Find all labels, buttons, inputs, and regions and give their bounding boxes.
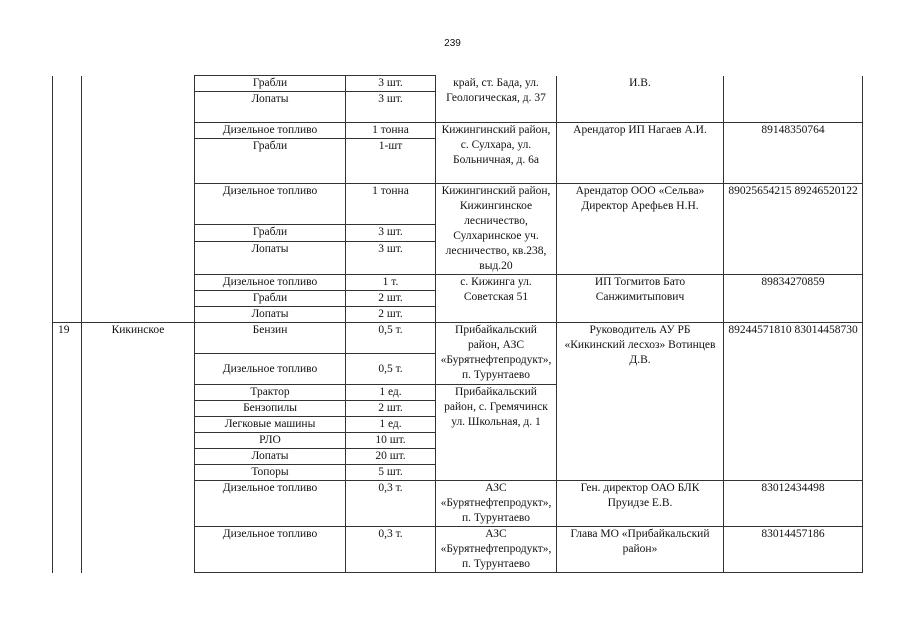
table-row <box>53 323 863 354</box>
quantity-cell: 1 ед. <box>346 385 436 401</box>
responsible-cell: И.В. <box>557 76 724 123</box>
quantity-cell: 1 ед. <box>346 417 436 433</box>
responsible-cell: ИП Тогмитов Бато Санжимитыпович <box>557 275 724 323</box>
item-cell: Дизельное топливо <box>195 527 346 573</box>
page-number: 239 <box>444 38 461 49</box>
item-cell: Дизельное топливо <box>195 275 346 291</box>
item-cell: Грабли <box>195 139 346 184</box>
item-cell: Лопаты <box>195 92 346 123</box>
location-cell: край, ст. Бада, ул. Геологическая, д. 37 <box>436 76 557 123</box>
quantity-cell: 1 тонна <box>346 184 436 225</box>
quantity-cell: 0,3 т. <box>346 481 436 527</box>
quantity-cell: 10 шт. <box>346 433 436 449</box>
item-cell: Дизельное топливо <box>195 354 346 385</box>
location-cell: Кижингинский район, с. Сулхара, ул. Больничная, д. 6а <box>436 123 557 184</box>
item-cell: Лопаты <box>195 241 346 274</box>
responsible-cell: Арендатор ООО «Сельва» Директор Арефьев Н.Н. <box>557 184 724 275</box>
quantity-cell: 2 шт. <box>346 291 436 307</box>
row-number-cell: 19 <box>53 323 82 573</box>
quantity-cell: 5 шт. <box>346 465 436 481</box>
quantity-cell: 3 шт. <box>346 92 436 123</box>
phone-cell: 83012434498 <box>724 481 863 527</box>
quantity-cell: 3 шт. <box>346 224 436 241</box>
quantity-cell: 3 шт. <box>346 241 436 274</box>
item-cell: Дизельное топливо <box>195 481 346 527</box>
location-cell: АЗС «Бурятнефтепродукт», п. Турунтаево <box>436 527 557 573</box>
quantity-cell: 2 шт. <box>346 307 436 323</box>
row-number-cell <box>53 76 82 323</box>
location-cell: Кижингинский район, Кижингинское лесничество, Сулхаринское уч. лесничество, кв.238, выд.20 <box>436 184 557 275</box>
phone-cell: 83014457186 <box>724 527 863 573</box>
quantity-cell: 0,5 т. <box>346 323 436 354</box>
location-cell: Прибайкальский район, с. Гремячинск ул. Школьная, д. 1 <box>436 385 557 481</box>
responsible-cell: Руководитель АУ РБ «Кикинский лесхоз» Вотинцев Д.В. <box>557 323 724 481</box>
location-cell: АЗС «Бурятнефтепродукт», п. Турунтаево <box>436 481 557 527</box>
phone-cell: 89244571810 83014458730 <box>724 323 863 481</box>
item-cell: РЛО <box>195 433 346 449</box>
item-cell: Грабли <box>195 291 346 307</box>
item-cell: Дизельное топливо <box>195 184 346 225</box>
item-cell: Грабли <box>195 76 346 92</box>
responsible-cell: Глава МО «Прибайкальский район» <box>557 527 724 573</box>
item-cell: Трактор <box>195 385 346 401</box>
district-cell: Кикинское <box>82 323 195 573</box>
quantity-cell: 3 шт. <box>346 76 436 92</box>
item-cell: Бензопилы <box>195 401 346 417</box>
quantity-cell: 1 т. <box>346 275 436 291</box>
quantity-cell: 2 шт. <box>346 401 436 417</box>
resources-table <box>52 75 863 573</box>
quantity-cell: 20 шт. <box>346 449 436 465</box>
quantity-cell: 0,3 т. <box>346 527 436 573</box>
item-cell: Топоры <box>195 465 346 481</box>
phone-cell: 89148350764 <box>724 123 863 184</box>
item-cell: Лопаты <box>195 449 346 465</box>
location-cell: Прибайкальский район, АЗС «Бурятнефтепродукт», п. Турунтаево <box>436 323 557 385</box>
quantity-cell: 1 тонна <box>346 123 436 139</box>
phone-cell: 89834270859 <box>724 275 863 323</box>
item-cell: Грабли <box>195 224 346 241</box>
quantity-cell: 1-шт <box>346 139 436 184</box>
item-cell: Дизельное топливо <box>195 123 346 139</box>
table-row <box>53 76 863 92</box>
phone-cell <box>724 76 863 123</box>
responsible-cell: Ген. директор ОАО БЛК Пруидзе Е.В. <box>557 481 724 527</box>
phone-cell: 89025654215 89246520122 <box>724 184 863 275</box>
district-cell <box>82 76 195 323</box>
item-cell: Лопаты <box>195 307 346 323</box>
location-cell: с. Кижинга ул. Советская 51 <box>436 275 557 323</box>
item-cell: Бензин <box>195 323 346 354</box>
item-cell: Легковые машины <box>195 417 346 433</box>
quantity-cell: 0,5 т. <box>346 354 436 385</box>
responsible-cell: Арендатор ИП Нагаев А.И. <box>557 123 724 184</box>
